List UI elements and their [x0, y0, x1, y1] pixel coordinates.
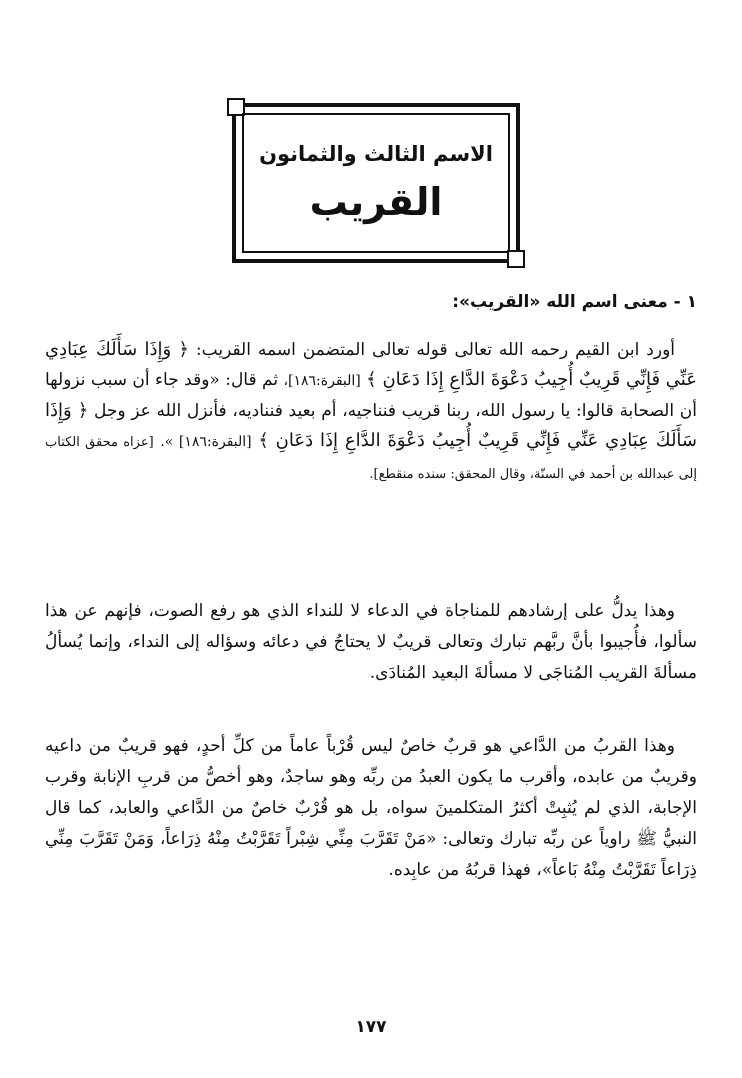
quran-verse-1: ﴿ وَإِذَا سَأَلَكَ عِبَادِي عَنِّي فَإِنِّي قَرِيبٌ أُجِيبُ دَعْوَةَ الدَّاعِ إِذَا دَعَانِ ﴾	[45, 339, 697, 390]
title-frame-inner	[242, 113, 510, 253]
citation-note: [عزاه محقق الكتاب إلى عبدالله بن أحمد في السنّة، وقال المحقق: سنده منقطع].	[45, 435, 697, 482]
paragraph-2	[45, 596, 697, 689]
intro-text: أورد ابن القيم رحمه الله تعالى قوله تعالى المتضمن اسمه القريب:	[195, 340, 676, 360]
verse-reference-1: [البقرة:١٨٦]،	[283, 373, 361, 389]
name-title: القريب	[309, 180, 443, 224]
paragraph-2-text: وهذا يدلُّ على إرشادهم للمناجاة في الدعاء لا للنداء الذي هو رفع الصوت، فإنهم عن هذا سألوا، فأُجيبوا بأنَّ ربَّهم تبارك وتعالى قريبٌ لا يحتاجُ في دعائه وسؤاله إلى النداء، وإنما يُسألُ مسألةَ القريب المُناجَى لا مسألةَ البعيد المُنادَى.	[45, 601, 697, 683]
paragraph-3	[45, 731, 697, 886]
page-number: ١٧٧	[355, 1017, 387, 1037]
quran-verse-2: ﴿ وَإِذَا سَأَلَكَ عِبَادِي عَنِّي فَإِنِّي قَرِيبٌ أُجِيبُ دَعْوَةَ الدَّاعِ إِذَا دَعَانِ ﴾	[45, 400, 697, 451]
section-heading: ١ - معنى اسم الله «القريب»:	[452, 292, 697, 312]
verse-reference-2: [البقرة:١٨٦] ».	[160, 434, 252, 450]
hadith-quote: «مَنْ تَقَرَّبَ مِنِّي شِبْراً تَقَرَّبْتُ مِنْهُ ذِرَاعاً، وَمَنْ تَقَرَّبَ مِنِّي ذِرَاعاً تَقَرَّبْتُ مِنْهُ بَاعاً»	[45, 829, 697, 880]
paragraph-3-text: وهذا القربُ من الدَّاعي هو قربٌ خاصٌ ليس قُرْباً عاماً من كلِّ أحدٍ، فهو قريبٌ من داعيه وقريبٌ من عابده، وأقرب ما يكون العبدُ من ربِّه وهو ساجدٌ، وهو أخصُّ من قربِ الإنابة وقرب الإجابة، الذي لم يُثبِتْ أكثرُ المتكلمينَ سواه، بل هو قُرْبٌ خاصٌ من الدَّاعي والعابد، كما قال النبيُّ ﷺ راوياً عن ربِّه تبارك وتعالى:	[45, 736, 698, 849]
name-ordinal: الاسم الثالث والثمانون	[259, 142, 493, 166]
paragraph-3-closing: ، فهذا قربُهُ من عابِده.	[388, 860, 542, 880]
narration-text: ثم قال: «وقد جاء أن سبب نزولها أن الصحابة قالوا: يا رسول الله، ربنا قريب فنناجيه، أم بعيد فنناديه، فأنزل الله عز وجل	[45, 370, 697, 421]
paragraph-1	[45, 335, 697, 490]
title-frame	[232, 103, 520, 263]
